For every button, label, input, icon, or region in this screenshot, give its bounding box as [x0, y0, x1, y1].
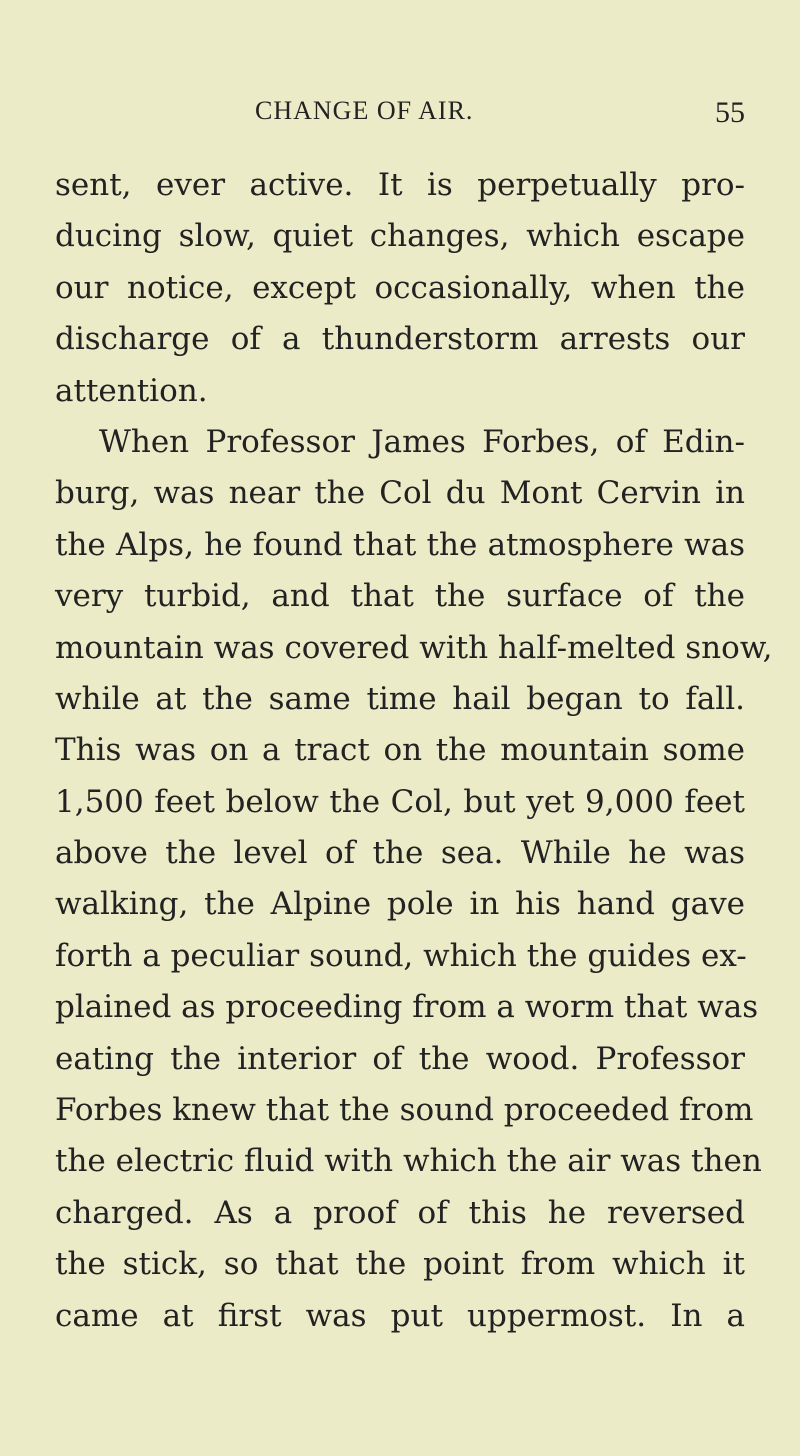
text-line: very turbid, and that the surface of the — [55, 578, 745, 615]
text-line: the Alps, he found that the atmosphere was — [55, 526, 745, 563]
page-number: 55 — [715, 96, 745, 129]
text-line: This was on a tract on the mountain some — [55, 732, 745, 769]
text-line: eating the interior of the wood. Professor — [55, 1040, 745, 1077]
text-line: the electric fluid with which the air was then — [55, 1143, 762, 1180]
text-line: walking, the Alpine pole in his hand gave — [55, 886, 745, 923]
text-line: attention. — [55, 372, 208, 409]
text-line: discharge of a thunderstorm arrests our — [55, 321, 745, 358]
text-line: above the level of the sea. While he was — [55, 835, 745, 872]
text-line: charged. As a proof of this he reversed — [55, 1194, 745, 1231]
text-line: sent, ever active. It is perpetually pro- — [55, 167, 745, 203]
text-line: forth a peculiar sound, which the guides ex- — [55, 937, 747, 974]
text-line: while at the same time hail began to fall. — [55, 680, 745, 717]
text-line: When Professor James Forbes, of Edin- — [99, 423, 745, 460]
text-line: the stick, so that the point from which it — [55, 1246, 745, 1283]
body-text — [55, 160, 773, 1342]
text-line: mountain was covered with half-melted snow, — [55, 629, 773, 666]
text-line: came at first was put uppermost. In a — [55, 1297, 745, 1334]
page-header — [55, 96, 745, 136]
text-line: our notice, except occasionally, when the — [55, 269, 745, 306]
text-line: ducing slow, quiet changes, which escape — [55, 218, 745, 255]
text-line: burg, was near the Col du Mont Cervin in — [55, 475, 745, 512]
text-line: Forbes knew that the sound proceeded from — [55, 1092, 754, 1129]
running-head: CHANGE OF AIR. — [255, 96, 474, 125]
text-line: 1,500 feet below the Col, but yet 9,000 feet — [55, 783, 745, 820]
text-line: plained as proceeding from a worm that was — [55, 989, 759, 1026]
